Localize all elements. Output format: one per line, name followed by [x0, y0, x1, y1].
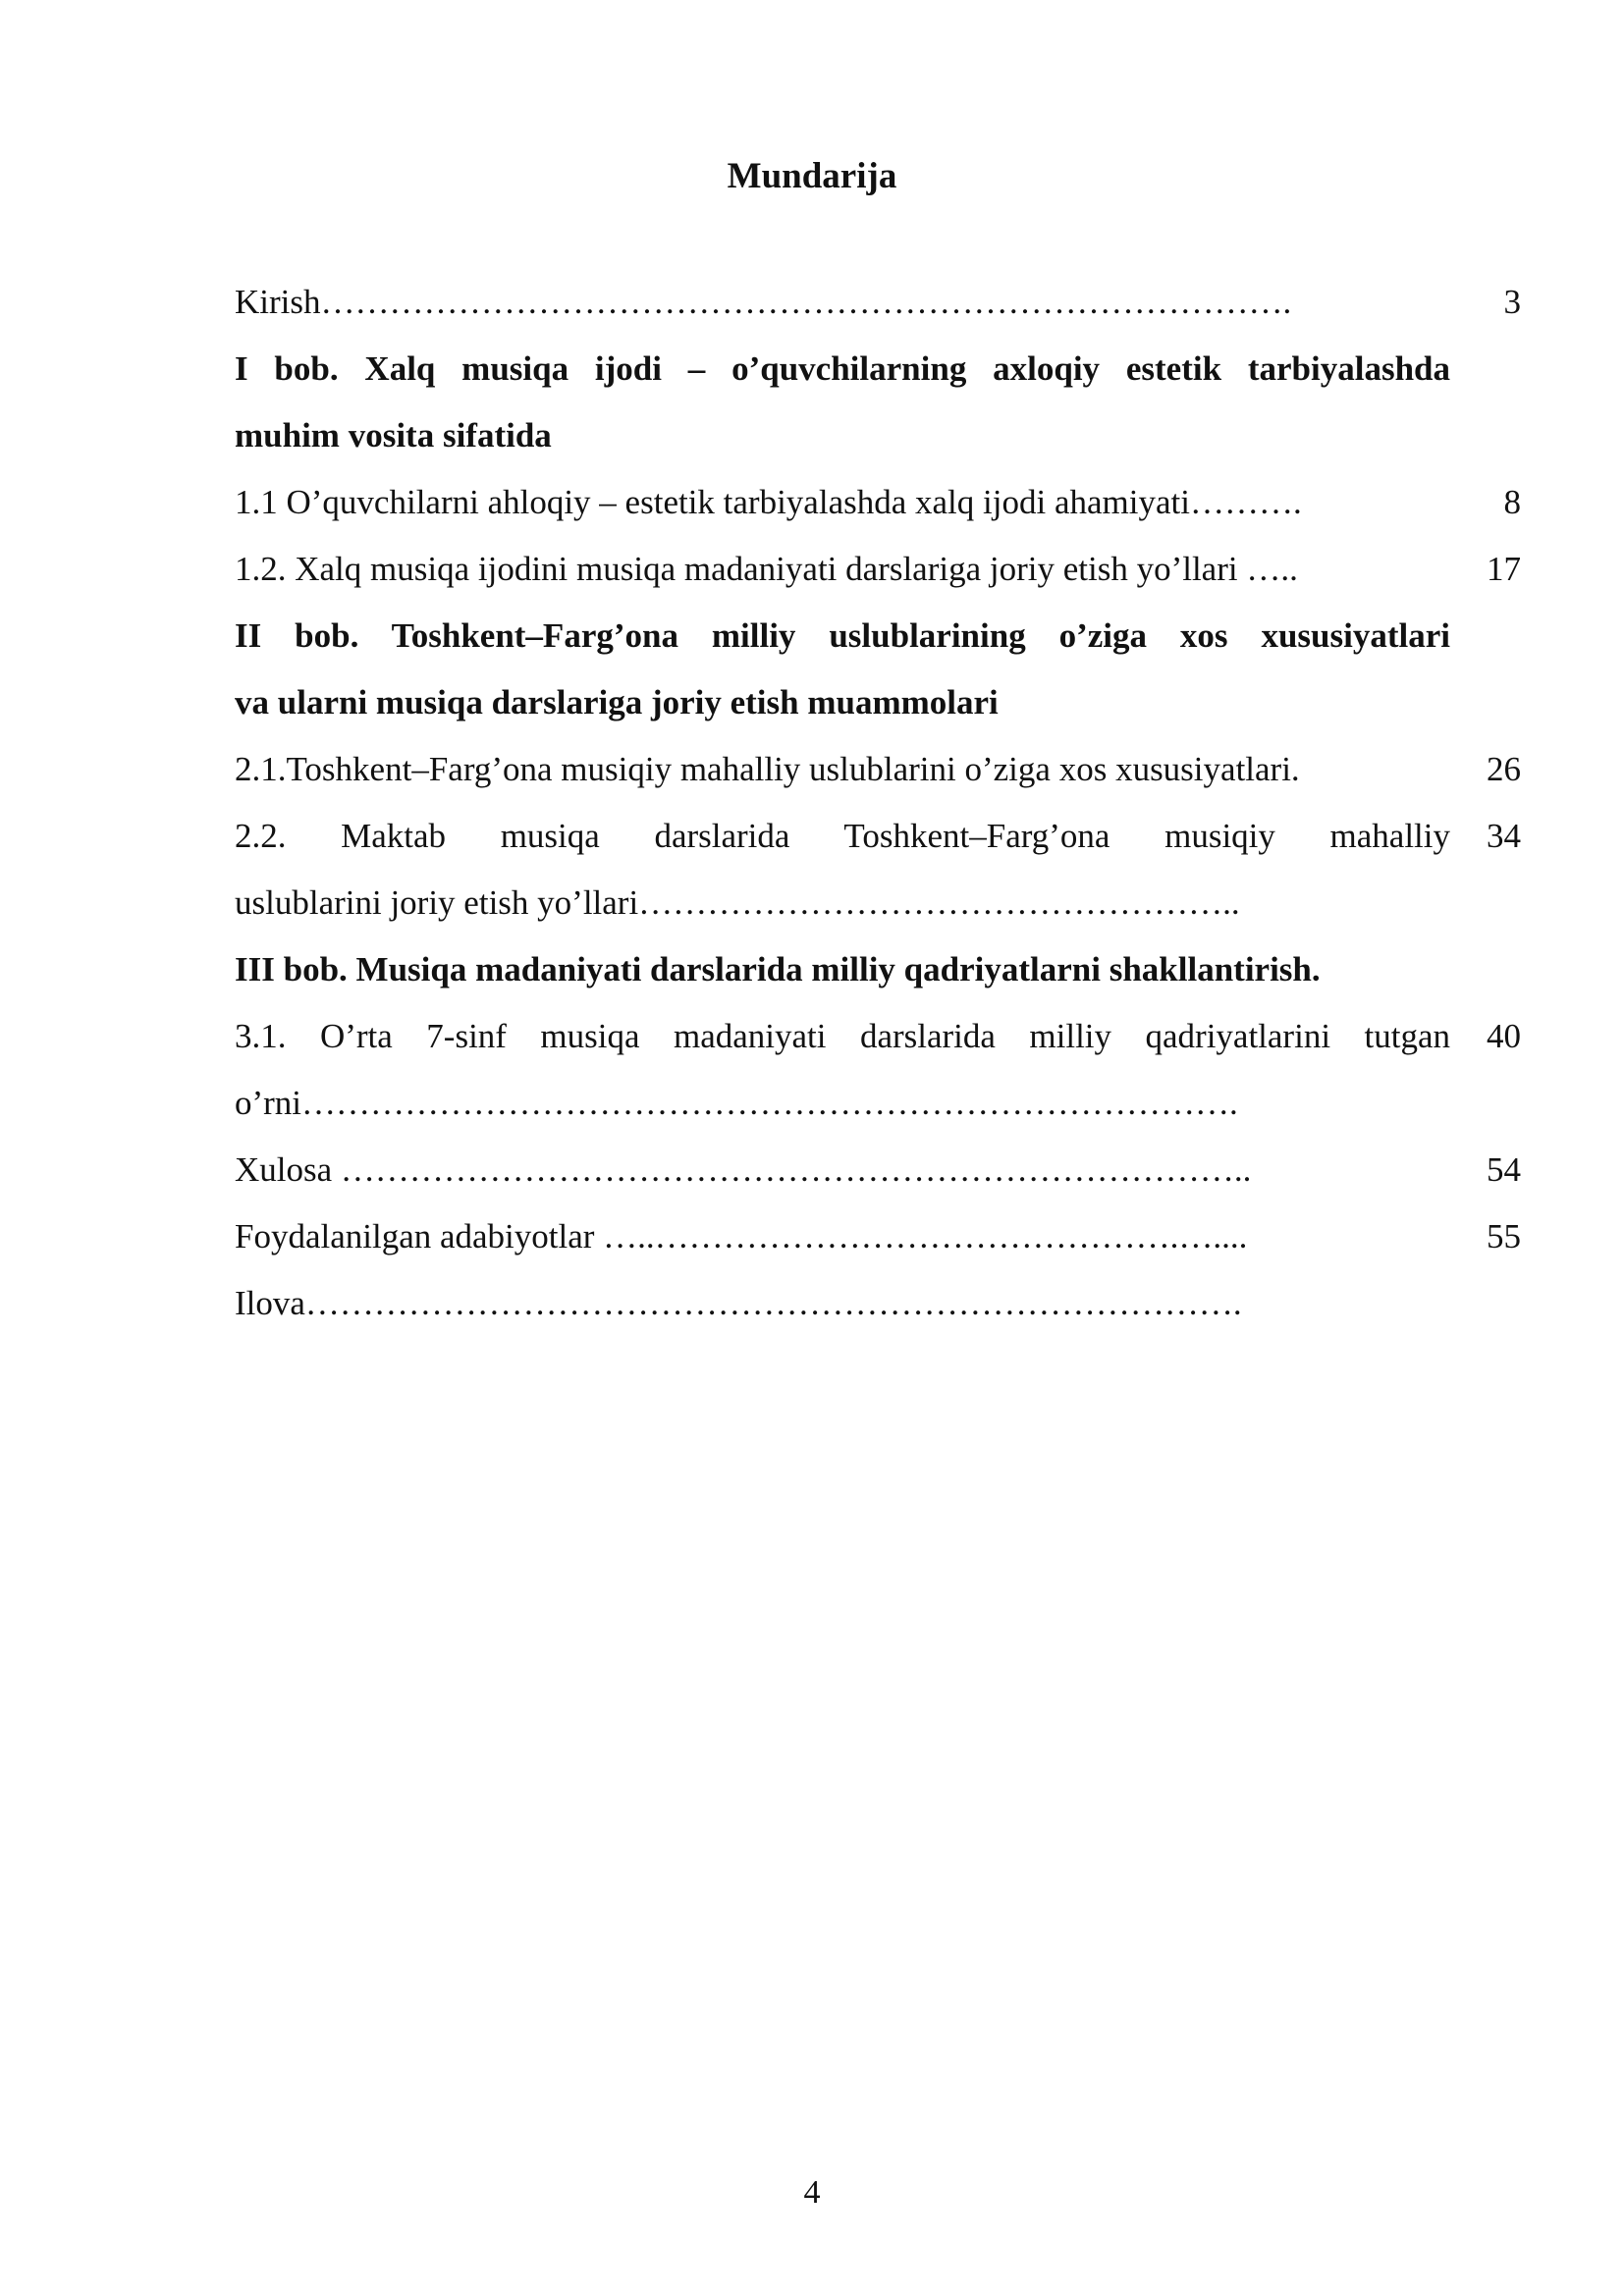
toc-section-3-1 [235, 1011, 1521, 1078]
toc-entry-text: o’rni………………………………………………………………………. [235, 1084, 1238, 1122]
toc-page-number: 26 [1487, 750, 1521, 788]
toc-page-number: 17 [1487, 550, 1521, 588]
page-number: 4 [803, 2174, 821, 2211]
toc-chapter-title: muhim vosita sifatida [235, 416, 552, 454]
toc-entry-references [235, 1211, 1521, 1278]
toc-entry-text: 1.2. Xalq musiqa ijodini musiqa madaniyati darslariga joriy etish yo’llari ….. [235, 550, 1298, 588]
toc-chapter-1-heading [235, 344, 1521, 410]
toc-page-number: 40 [1487, 1017, 1521, 1055]
toc-entry-introduction [235, 277, 1521, 344]
toc-chapter-3-heading [235, 944, 1521, 1011]
toc-entry-appendix [235, 1278, 1521, 1345]
toc-section-2-2-cont [235, 878, 1521, 944]
toc-chapter-title: I bob. Xalq musiqa ijodi – o’quvchilarning axloqiy estetik tarbiyalashda [235, 349, 1450, 388]
toc-chapter-1-heading-cont [235, 410, 1521, 477]
table-of-contents [235, 277, 1521, 1345]
toc-section-2-2 [235, 811, 1521, 878]
toc-entry-text: Ilova………………………………………………………………………. [235, 1284, 1242, 1322]
toc-chapter-title: III bob. Musiqa madaniyati darslarida milliy qadriyatlarni shakllantirish. [235, 950, 1321, 988]
toc-chapter-2-heading [235, 611, 1521, 677]
toc-section-1-2 [235, 544, 1521, 611]
toc-entry-text: 1.1 O’quvchilarni ahloqiy – estetik tarbiyalashda xalq ijodi ahamiyati………. [235, 483, 1302, 521]
toc-section-2-1 [235, 744, 1521, 811]
toc-page-number: 54 [1487, 1150, 1521, 1189]
toc-page-number: 3 [1503, 283, 1521, 321]
page-title: Mundarija [727, 156, 897, 196]
toc-chapter-2-heading-cont [235, 677, 1521, 744]
toc-entry-conclusion [235, 1145, 1521, 1211]
toc-section-1-1 [235, 477, 1521, 544]
toc-page-number: 8 [1503, 483, 1521, 521]
toc-entry-text: Kirish…………………………………………………………………………. [235, 283, 1292, 321]
toc-entry-text: Xulosa …………………………………………………………………….. [235, 1150, 1252, 1189]
toc-chapter-title: II bob. Toshkent–Farg’ona milliy uslublarining o’ziga xos xususiyatlari [235, 616, 1450, 655]
toc-chapter-title: va ularni musiqa darslariga joriy etish muammolari [235, 683, 999, 721]
toc-entry-text: Foydalanilgan adabiyotlar …..……………………………………….….... [235, 1217, 1248, 1255]
toc-entry-text: 2.2. Maktab musiqa darslarida Toshkent–Farg’ona musiqiy mahalliy [235, 817, 1450, 855]
toc-section-3-1-cont [235, 1078, 1521, 1145]
toc-page-number: 34 [1487, 817, 1521, 855]
toc-entry-text: uslublarini joriy etish yo’llari…………………………………………….. [235, 883, 1240, 922]
toc-entry-text: 3.1. O’rta 7-sinf musiqa madaniyati darslarida milliy qadriyatlarini tutgan [235, 1017, 1450, 1055]
toc-entry-text: 2.1.Toshkent–Farg’ona musiqiy mahalliy uslublarini o’ziga xos xususiyatlari. [235, 750, 1300, 788]
toc-page-number: 55 [1487, 1217, 1521, 1255]
